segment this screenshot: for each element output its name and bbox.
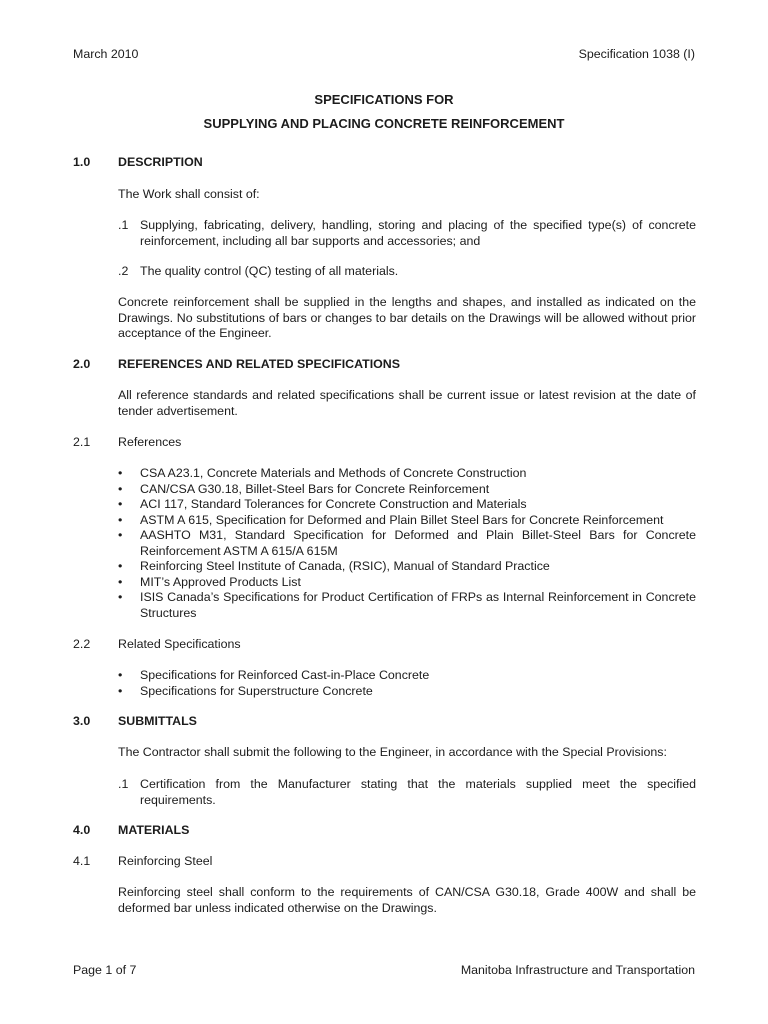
list-item: • Reinforcing Steel Institute of Canada, (RSIC), Manual of Standard Practice bbox=[118, 559, 550, 573]
section-1-number: 1.0 bbox=[73, 155, 91, 169]
section-3-number: 3.0 bbox=[73, 714, 91, 728]
subsection-2-1-heading: References bbox=[118, 435, 182, 449]
list-item: • Specifications for Reinforced Cast-in-Place Concrete bbox=[118, 668, 430, 682]
subsection-2-1-number: 2.1 bbox=[73, 435, 91, 449]
section-1-heading: DESCRIPTION bbox=[118, 155, 203, 169]
section-2-number: 2.0 bbox=[73, 357, 91, 371]
section-1-intro: The Work shall consist of: bbox=[118, 187, 260, 201]
section-4-heading: MATERIALS bbox=[118, 823, 190, 837]
header-spec-number: Specification 1038 (I) bbox=[578, 47, 695, 61]
subsection-4-1-heading: Reinforcing Steel bbox=[118, 854, 213, 868]
subsection-2-2-heading: Related Specifications bbox=[118, 637, 241, 651]
list-item: • ACI 117, Standard Tolerances for Concrete Construction and Materials bbox=[118, 497, 527, 511]
list-item: • CAN/CSA G30.18, Billet-Steel Bars for Concrete Reinforcement bbox=[118, 481, 490, 496]
subsection-2-2-number: 2.2 bbox=[73, 637, 91, 651]
bullet-icon: • bbox=[118, 466, 123, 480]
section-3-item bbox=[118, 777, 696, 808]
bullet-icon: • bbox=[118, 512, 123, 527]
bullet-icon: • bbox=[118, 481, 123, 496]
footer-page-number: Page 1 of 7 bbox=[73, 963, 137, 977]
section-1-paragraph: Concrete reinforcement shall be supplied in the lengths and shapes, and installed as indicated on the Drawings. No substitutions of bars or changes to bar details on the Drawings will be allowed without prior acceptance of the Engineer. bbox=[118, 295, 696, 340]
section-2-paragraph: All reference standards and related specifications shall be current issue or latest revision at the date of tender advertisement. bbox=[118, 388, 696, 418]
subsection-4-1-number: 4.1 bbox=[73, 854, 91, 868]
references-list bbox=[118, 466, 696, 621]
item-text: The quality control (QC) testing of all materials. bbox=[140, 264, 399, 278]
bullet-icon: • bbox=[118, 528, 123, 542]
item-text: Supplying, fabricating, delivery, handling, storing and placing of the specified type(s) of concrete reinforcement, including all bar supports and accessories; and bbox=[140, 218, 696, 248]
bullet-icon: • bbox=[118, 574, 123, 589]
section-1-item bbox=[118, 218, 696, 249]
bullet-icon: • bbox=[118, 668, 123, 682]
section-4-number: 4.0 bbox=[73, 823, 91, 837]
section-3-heading: SUBMITTALS bbox=[118, 714, 197, 728]
section-3-intro: The Contractor shall submit the following to the Engineer, in accordance with the Special Provisions: bbox=[118, 745, 667, 759]
bullet-icon: • bbox=[118, 559, 123, 573]
bullet-icon: • bbox=[118, 590, 123, 604]
document-title-line2: SUPPLYING AND PLACING CONCRETE REINFORCEMENT bbox=[203, 116, 565, 131]
related-specifications-list bbox=[118, 668, 696, 699]
footer-organization: Manitoba Infrastructure and Transportation bbox=[460, 963, 695, 977]
section-1-item bbox=[118, 264, 696, 280]
item-text: Certification from the Manufacturer stating that the materials supplied meet the specified requirements. bbox=[140, 777, 696, 807]
item-label: .2 bbox=[118, 264, 129, 278]
bullet-icon: • bbox=[118, 683, 123, 698]
section-2-heading: REFERENCES AND RELATED SPECIFICATIONS bbox=[118, 357, 401, 371]
bullet-icon: • bbox=[118, 497, 123, 511]
header-date: March 2010 bbox=[73, 47, 139, 61]
list-item: • CSA A23.1, Concrete Materials and Methods of Concrete Construction bbox=[118, 466, 527, 480]
section-4-paragraph: Reinforcing steel shall conform to the requirements of CAN/CSA G30.18, Grade 400W and shall be deformed bar unless indicated otherwise on the Drawings. bbox=[118, 885, 696, 915]
document-title-line1: SPECIFICATIONS FOR bbox=[314, 92, 454, 107]
list-item: • ISIS Canada’s Specifications for Product Certification of FRPs as Internal Reinforcement in Concrete Structures bbox=[118, 590, 696, 620]
list-item: • AASHTO M31, Standard Specification for Deformed and Plain Billet-Steel Bars for Concrete Reinforcement ASTM A 615/A 615M bbox=[118, 528, 696, 558]
list-item: • MIT’s Approved Products List bbox=[118, 574, 301, 589]
item-label: .1 bbox=[118, 777, 129, 791]
item-label: .1 bbox=[118, 218, 129, 232]
list-item: • ASTM A 615, Specification for Deformed and Plain Billet Steel Bars for Concrete Reinforcement bbox=[118, 512, 664, 527]
list-item: • Specifications for Superstructure Concrete bbox=[118, 683, 373, 698]
